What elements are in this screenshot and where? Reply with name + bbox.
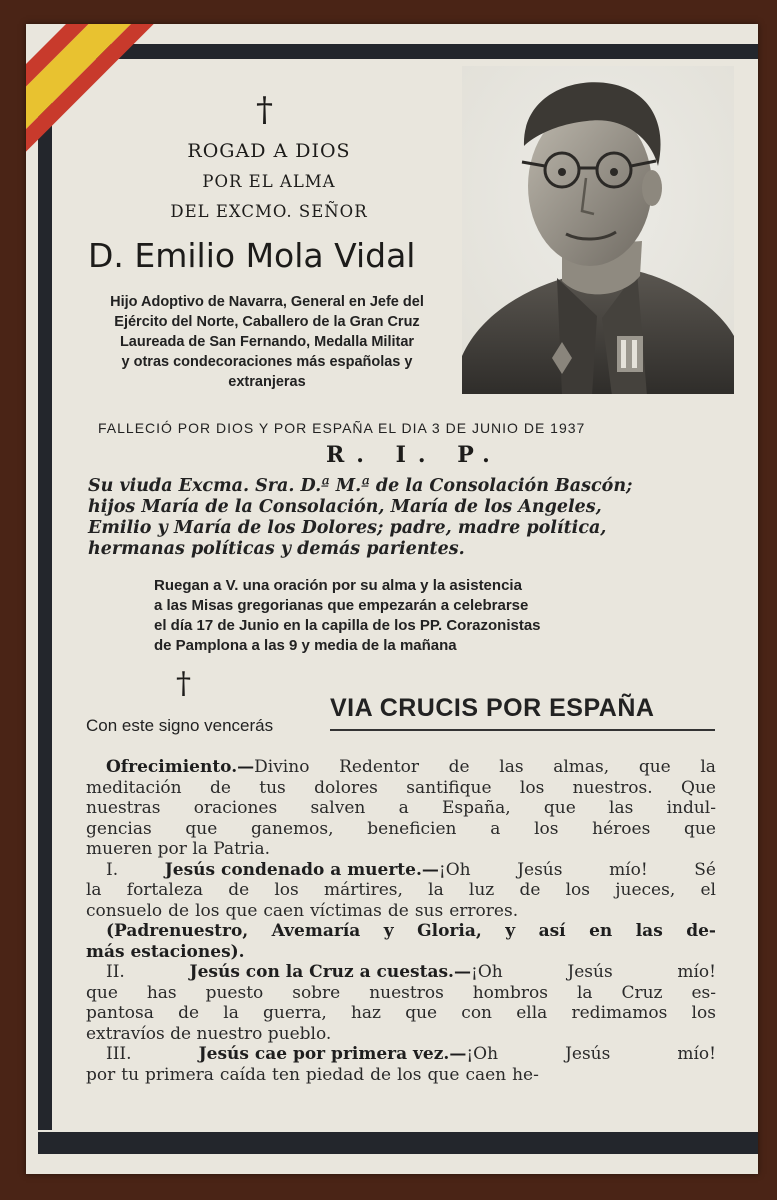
- prayer-word: Jesús: [565, 1044, 611, 1064]
- prayer-line: [86, 819, 716, 840]
- prayer-word: has: [146, 982, 177, 1003]
- prayer-word: gencias: [86, 818, 152, 839]
- via-crucis-title: VIA CRUCIS POR ESPAÑA: [330, 694, 655, 722]
- prayer-word: que: [684, 818, 716, 839]
- request-line: el día 17 de Junio en la capilla de los PP. Corazonistas: [154, 617, 541, 634]
- prayer-word: guerra,: [263, 1003, 327, 1023]
- prayer-word: meditación: [86, 777, 182, 798]
- prayer-line: [86, 1024, 716, 1045]
- prayer-word: y: [505, 921, 516, 941]
- prayer-word: las: [635, 921, 663, 941]
- prayer-word: a: [490, 818, 501, 839]
- prayer-word: Gloria,: [417, 921, 482, 941]
- prayer-word: en: [589, 921, 613, 941]
- request-line: de Pamplona a las 9 y media de la mañana: [154, 637, 457, 654]
- prayer-word: nuestros.: [572, 777, 653, 798]
- bio-line: Ejército del Norte, Caballero de la Gran Cruz: [114, 314, 420, 330]
- prayer-word: pantosa: [86, 1003, 154, 1023]
- prayer-word: nuestros: [369, 982, 444, 1003]
- prayer-word: el: [700, 880, 716, 900]
- prayer-word: ganemos,: [251, 818, 334, 839]
- prayer-word: con: [461, 1003, 493, 1023]
- prayer-word: Que: [681, 777, 716, 798]
- prayer-word: los: [195, 900, 220, 921]
- prayer-word: III.: [106, 1044, 132, 1064]
- prayer-word: mío!: [677, 1044, 716, 1064]
- prayer-word: los: [565, 880, 591, 900]
- family-notice: [88, 476, 633, 560]
- prayer-word: víctimas: [310, 900, 382, 921]
- prayer-word: de: [370, 1064, 392, 1085]
- prayer-word: tus: [259, 777, 286, 798]
- memorial-card: [26, 24, 758, 1174]
- prayer-word: y: [383, 921, 394, 941]
- bio-line: Laureada de San Fernando, Medalla Militar: [119, 334, 415, 350]
- title-underline: [330, 729, 715, 731]
- prayer-word: caen: [263, 900, 305, 921]
- mourning-border-top: [70, 44, 758, 59]
- cross-icon: †: [176, 666, 191, 701]
- prayer-word: la: [86, 880, 102, 900]
- prayer-word: que: [86, 982, 118, 1003]
- prayer-word: por: [86, 1064, 116, 1085]
- prayer-word: salven: [310, 798, 366, 818]
- prayer-word: Jesús: [567, 962, 613, 982]
- prayer-word: los: [691, 1003, 716, 1023]
- portrait-photo: [462, 66, 734, 394]
- deceased-name: D. Emilio Mola Vidal: [88, 236, 416, 275]
- prayer-word: las: [499, 757, 524, 777]
- prayer-word: de: [387, 900, 409, 921]
- rip-text: R. I. P.: [326, 442, 502, 468]
- prayer-line: [86, 880, 716, 901]
- prayer-line: [86, 757, 716, 778]
- prayer-word: nuestras: [86, 798, 161, 818]
- prayer-word: a: [398, 798, 409, 818]
- prayer-word: los: [534, 818, 559, 839]
- header-line-2: POR EL ALMA: [202, 172, 336, 191]
- mourning-border-left: [38, 84, 52, 1130]
- prayer-word: primera: [145, 1064, 214, 1085]
- prayer-word: extravíos de nuestro pueblo.: [86, 1023, 332, 1044]
- prayer-word: los: [397, 1064, 422, 1085]
- bio-line: extranjeras: [228, 374, 306, 390]
- prayer-line: [86, 983, 716, 1004]
- prayer-word: Jesús cae por primera vez.—¡Oh: [198, 1044, 499, 1064]
- prayer-line: [86, 839, 716, 860]
- prayer-word: luz: [468, 880, 495, 900]
- prayer-word: España,: [442, 798, 511, 818]
- prayer-word: ten: [272, 1064, 300, 1085]
- prayer-word: la: [700, 757, 716, 777]
- prayer-line: [86, 860, 716, 881]
- prayer-word: es-: [691, 982, 716, 1003]
- prayer-word: beneficien: [367, 818, 457, 839]
- header-line-3: DEL EXCMO. SEÑOR: [170, 202, 368, 221]
- prayer-word: de: [519, 880, 541, 900]
- prayer-word: oraciones: [193, 798, 278, 818]
- prayer-word: la: [428, 880, 444, 900]
- prayer-word: jueces,: [615, 880, 676, 900]
- prayer-word: Ofrecimiento.—Divino: [106, 757, 310, 777]
- prayer-word: ella: [516, 1003, 548, 1023]
- prayer-word: sobre: [292, 982, 341, 1003]
- prayer-word: caída: [219, 1064, 267, 1085]
- prayer-word: Jesús con la Cruz a cuestas.—¡Oh: [189, 962, 503, 982]
- prayer-word: errores.: [449, 900, 519, 921]
- prayer-line: [86, 1003, 716, 1024]
- prayer-line: [86, 1065, 716, 1086]
- prayer-word: Jesús: [517, 859, 563, 880]
- prayer-word: más estaciones).: [86, 941, 245, 962]
- prayer-word: que: [543, 798, 576, 818]
- prayer-word: caen: [465, 1064, 507, 1085]
- prayer-word: de: [448, 757, 470, 777]
- death-notice: FALLECIÓ POR DIOS Y POR ESPAÑA EL DIA 3 DE JUNIO DE 1937: [98, 420, 586, 436]
- deceased-bio: [86, 292, 448, 392]
- motto-text: Con este signo vencerás: [86, 716, 274, 735]
- prayer-word: sus: [414, 900, 444, 921]
- prayer-word: de: [168, 900, 190, 921]
- prayer-word: que: [225, 900, 258, 921]
- cross-icon: †: [256, 90, 273, 130]
- prayer-word: los: [519, 777, 545, 798]
- prayer-word: que: [405, 1003, 438, 1023]
- prayer-word: que: [427, 1064, 460, 1085]
- prayer-word: mártires,: [323, 880, 403, 900]
- prayer-word: Jesús condenado a muerte.—¡Oh: [164, 859, 471, 880]
- family-line: Su viuda Excma. Sra. D.ª M.ª de la Consolación Bascón;: [88, 476, 633, 496]
- mourning-border-bottom: [38, 1132, 758, 1154]
- prayer-word: la: [223, 1003, 239, 1023]
- prayer-word: consuelo: [86, 900, 163, 921]
- prayer-word: así: [538, 921, 566, 941]
- prayer-word: fortaleza: [126, 880, 203, 900]
- prayer-word: hombros: [472, 982, 549, 1003]
- prayer-word: de: [228, 880, 250, 900]
- prayer-word: II.: [106, 962, 125, 982]
- family-line: hermanas políticas y demás parientes.: [88, 539, 465, 559]
- prayer-word: los: [274, 880, 299, 900]
- request-line: Ruegan a V. una oración por su alma y la asistencia: [154, 577, 522, 594]
- prayer-line: [86, 942, 716, 963]
- prayer-word: mueren por la Patria.: [86, 839, 271, 859]
- mass-request: [154, 576, 541, 656]
- prayer-line: [86, 901, 716, 922]
- prayer-word: tu: [121, 1064, 140, 1085]
- prayer-word: I.: [106, 859, 119, 880]
- request-line: a las Misas gregorianas que empezarán a celebrarse: [154, 597, 529, 614]
- prayer-word: mío!: [677, 962, 716, 982]
- family-line: Emilio y María de los Dolores; padre, madre política,: [88, 518, 607, 538]
- prayer-word: (Padrenuestro,: [106, 921, 249, 941]
- prayer-word: dolores: [314, 777, 378, 798]
- prayer-line: [86, 778, 716, 799]
- prayer-line: [86, 1044, 716, 1065]
- prayer-line: [86, 921, 716, 942]
- prayer-word: haz: [350, 1003, 381, 1023]
- prayer-word: santifique: [406, 777, 492, 798]
- prayer-word: piedad: [305, 1064, 365, 1085]
- prayer-word: puesto: [205, 982, 264, 1003]
- prayer-word: Cruz: [621, 982, 663, 1003]
- bio-line: Hijo Adoptivo de Navarra, General en Jefe del: [110, 294, 424, 310]
- prayer-line: [86, 962, 716, 983]
- via-crucis-prayer: [86, 757, 716, 1085]
- bio-line: y otras condecoraciones más españolas y: [121, 354, 413, 370]
- prayer-word: mío!: [609, 859, 648, 880]
- prayer-word: he-: [512, 1064, 539, 1085]
- prayer-word: indul-: [666, 798, 716, 818]
- prayer-word: almas,: [553, 757, 610, 777]
- prayer-word: héroes: [592, 818, 651, 839]
- prayer-word: de: [178, 1003, 200, 1023]
- prayer-word: que: [185, 818, 218, 839]
- prayer-word: la: [576, 982, 593, 1003]
- prayer-word: Redentor: [339, 757, 420, 777]
- header-line-1: ROGAD A DIOS: [187, 140, 351, 162]
- prayer-line: [86, 798, 716, 819]
- prayer-word: redimamos: [571, 1003, 668, 1023]
- prayer-word: las: [609, 798, 634, 818]
- prayer-word: de-: [686, 921, 716, 941]
- prayer-word: de: [209, 777, 231, 798]
- prayer-word: que: [638, 757, 671, 777]
- prayer-word: Avemaría: [271, 921, 361, 941]
- family-line: hijos María de la Consolación, María de los Angeles,: [88, 497, 602, 517]
- prayer-word: Sé: [694, 859, 716, 880]
